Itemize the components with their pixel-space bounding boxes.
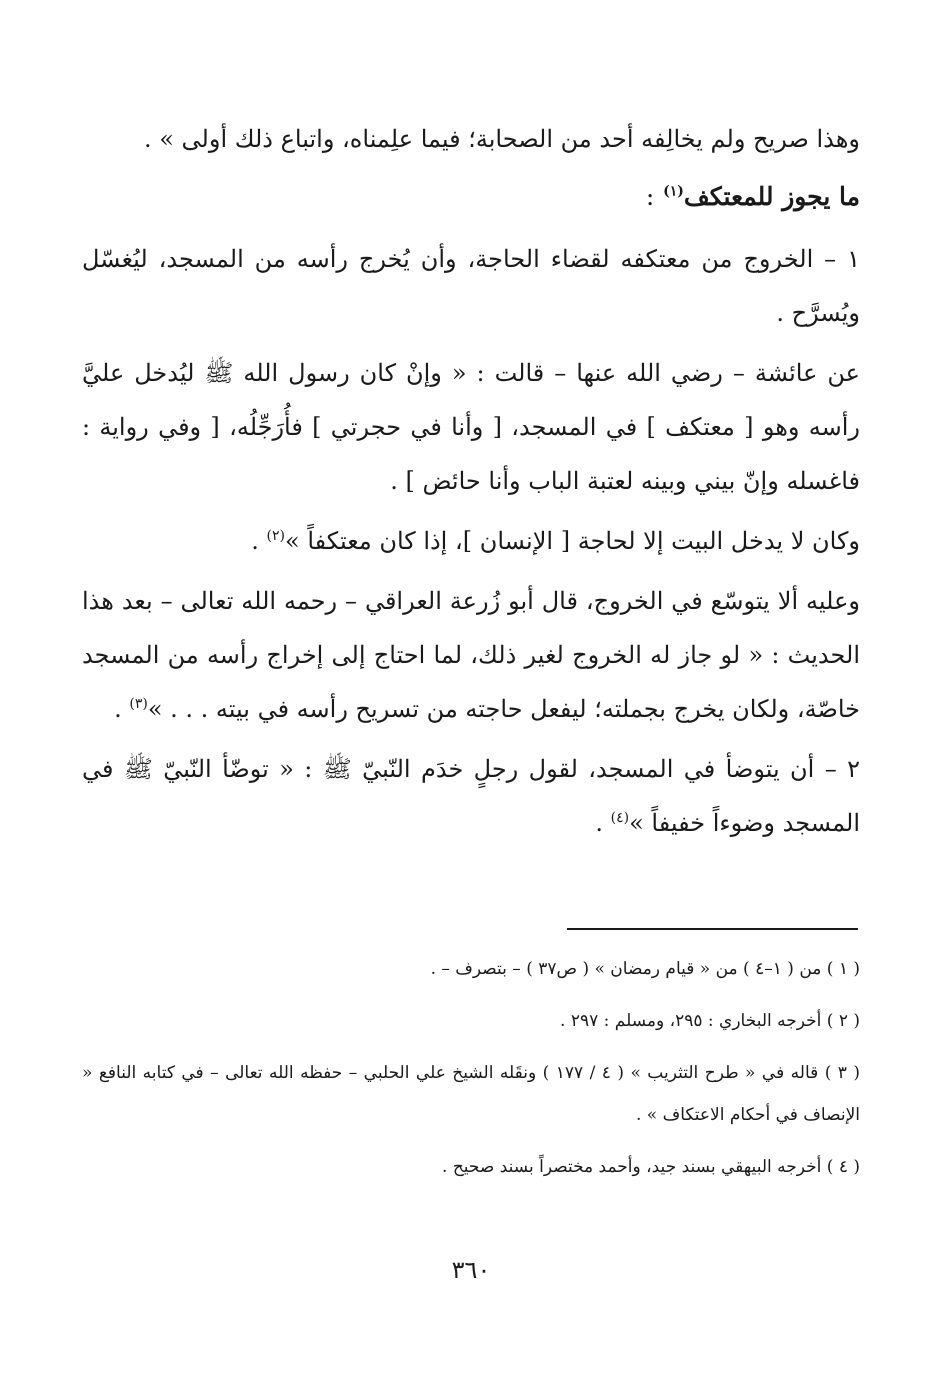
intro-paragraph: وهذا صريح ولم يخالِفه أحد من الصحابة؛ فيما علِمناه، واتباع ذلك أولى » .: [143, 125, 860, 153]
main-text: [82, 112, 860, 850]
abuzura-end: .: [114, 695, 130, 723]
wakan-end: .: [251, 527, 267, 555]
heading-colon: :: [645, 182, 655, 211]
item-1-paragraph: ١ – الخروج من معتكفه لقضاء الحاجة، وأن يُخرج رأسه من المسجد، ليُغسّل ويُسرَّح .: [82, 245, 860, 327]
heading-text: ما يجوز للمعتكف: [683, 182, 860, 211]
footnote-divider: [567, 928, 858, 930]
wakan-paragraph: [82, 514, 860, 568]
footnote-ref-1: (١): [663, 183, 684, 200]
footnote-4: ( ٤ ) أخرجه البيهقي بسند جيد، وأحمد مختصراً بسند صحيح .: [442, 1157, 860, 1177]
section-heading: [82, 170, 860, 224]
footnote-ref-4: (٤): [610, 810, 630, 826]
footnotes: [82, 948, 860, 1198]
item-2-paragraph: [82, 742, 860, 850]
footnote-2: ( ٢ ) أخرجه البخاري : ٢٩٥، ومسلم : ٢٩٧ .: [560, 1011, 860, 1031]
item-2-end: .: [595, 809, 611, 837]
footnote-1: ( ١ ) من ( ١–٤ ) من « قيام رمضان » ( ص٣٧ ) – بتصرف – .: [430, 959, 860, 979]
abuzura-text: وعليه ألا يتوسّع في الخروج، قال أبو زُرعة العراقي – رحمه الله تعالى – بعد هذا الحديث : « لو جاز له الخروج لغير ذلك، لما احتاج إلى إخراج رأسه من المسجد خاصّة، ولكان يخرج بجملته؛ ليفعل حاجته من تسريح رأسه في بيته . . . »: [82, 587, 860, 723]
footnote-3: ( ٣ ) قاله في « طرح التثريب » ( ٤ / ١٧٧ ) ونقَله الشيخ علي الحلبي – حفظه الله تعالى – في كتابه النافع « الإنصاف في أحكام الاعتكاف » .: [82, 1063, 861, 1125]
aisha-hadith-paragraph: عن عائشة – رضي الله عنها – قالت : « وإنْ كان رسول الله ﷺ ليُدخل عليَّ رأسه وهو [ معتكف ] في المسجد، [ وأنا في حجرتي ] فأُرَجِّلُه، [ وفي رواية : فاغسله وإنّ بيني وبينه لعتبة الباب وأنا حائض ] .: [82, 359, 860, 495]
abuzura-paragraph: [82, 574, 860, 736]
wakan-text: وكان لا يدخل البيت إلا لحاجة [ الإنسان ]، إذا كان معتكفاً »: [285, 527, 860, 555]
item-2-text: ٢ – أن يتوضأ في المسجد، لقول رجلٍ خدَم النّبيّ ﷺ : « توضّأ النّبيّ ﷺ في المسجد وضوءاً خفيفاً »: [82, 755, 860, 837]
footnote-ref-2: (٢): [266, 528, 285, 544]
page-number: ٣٦٠: [451, 1256, 491, 1284]
footnote-ref-3: (٣): [129, 696, 148, 712]
